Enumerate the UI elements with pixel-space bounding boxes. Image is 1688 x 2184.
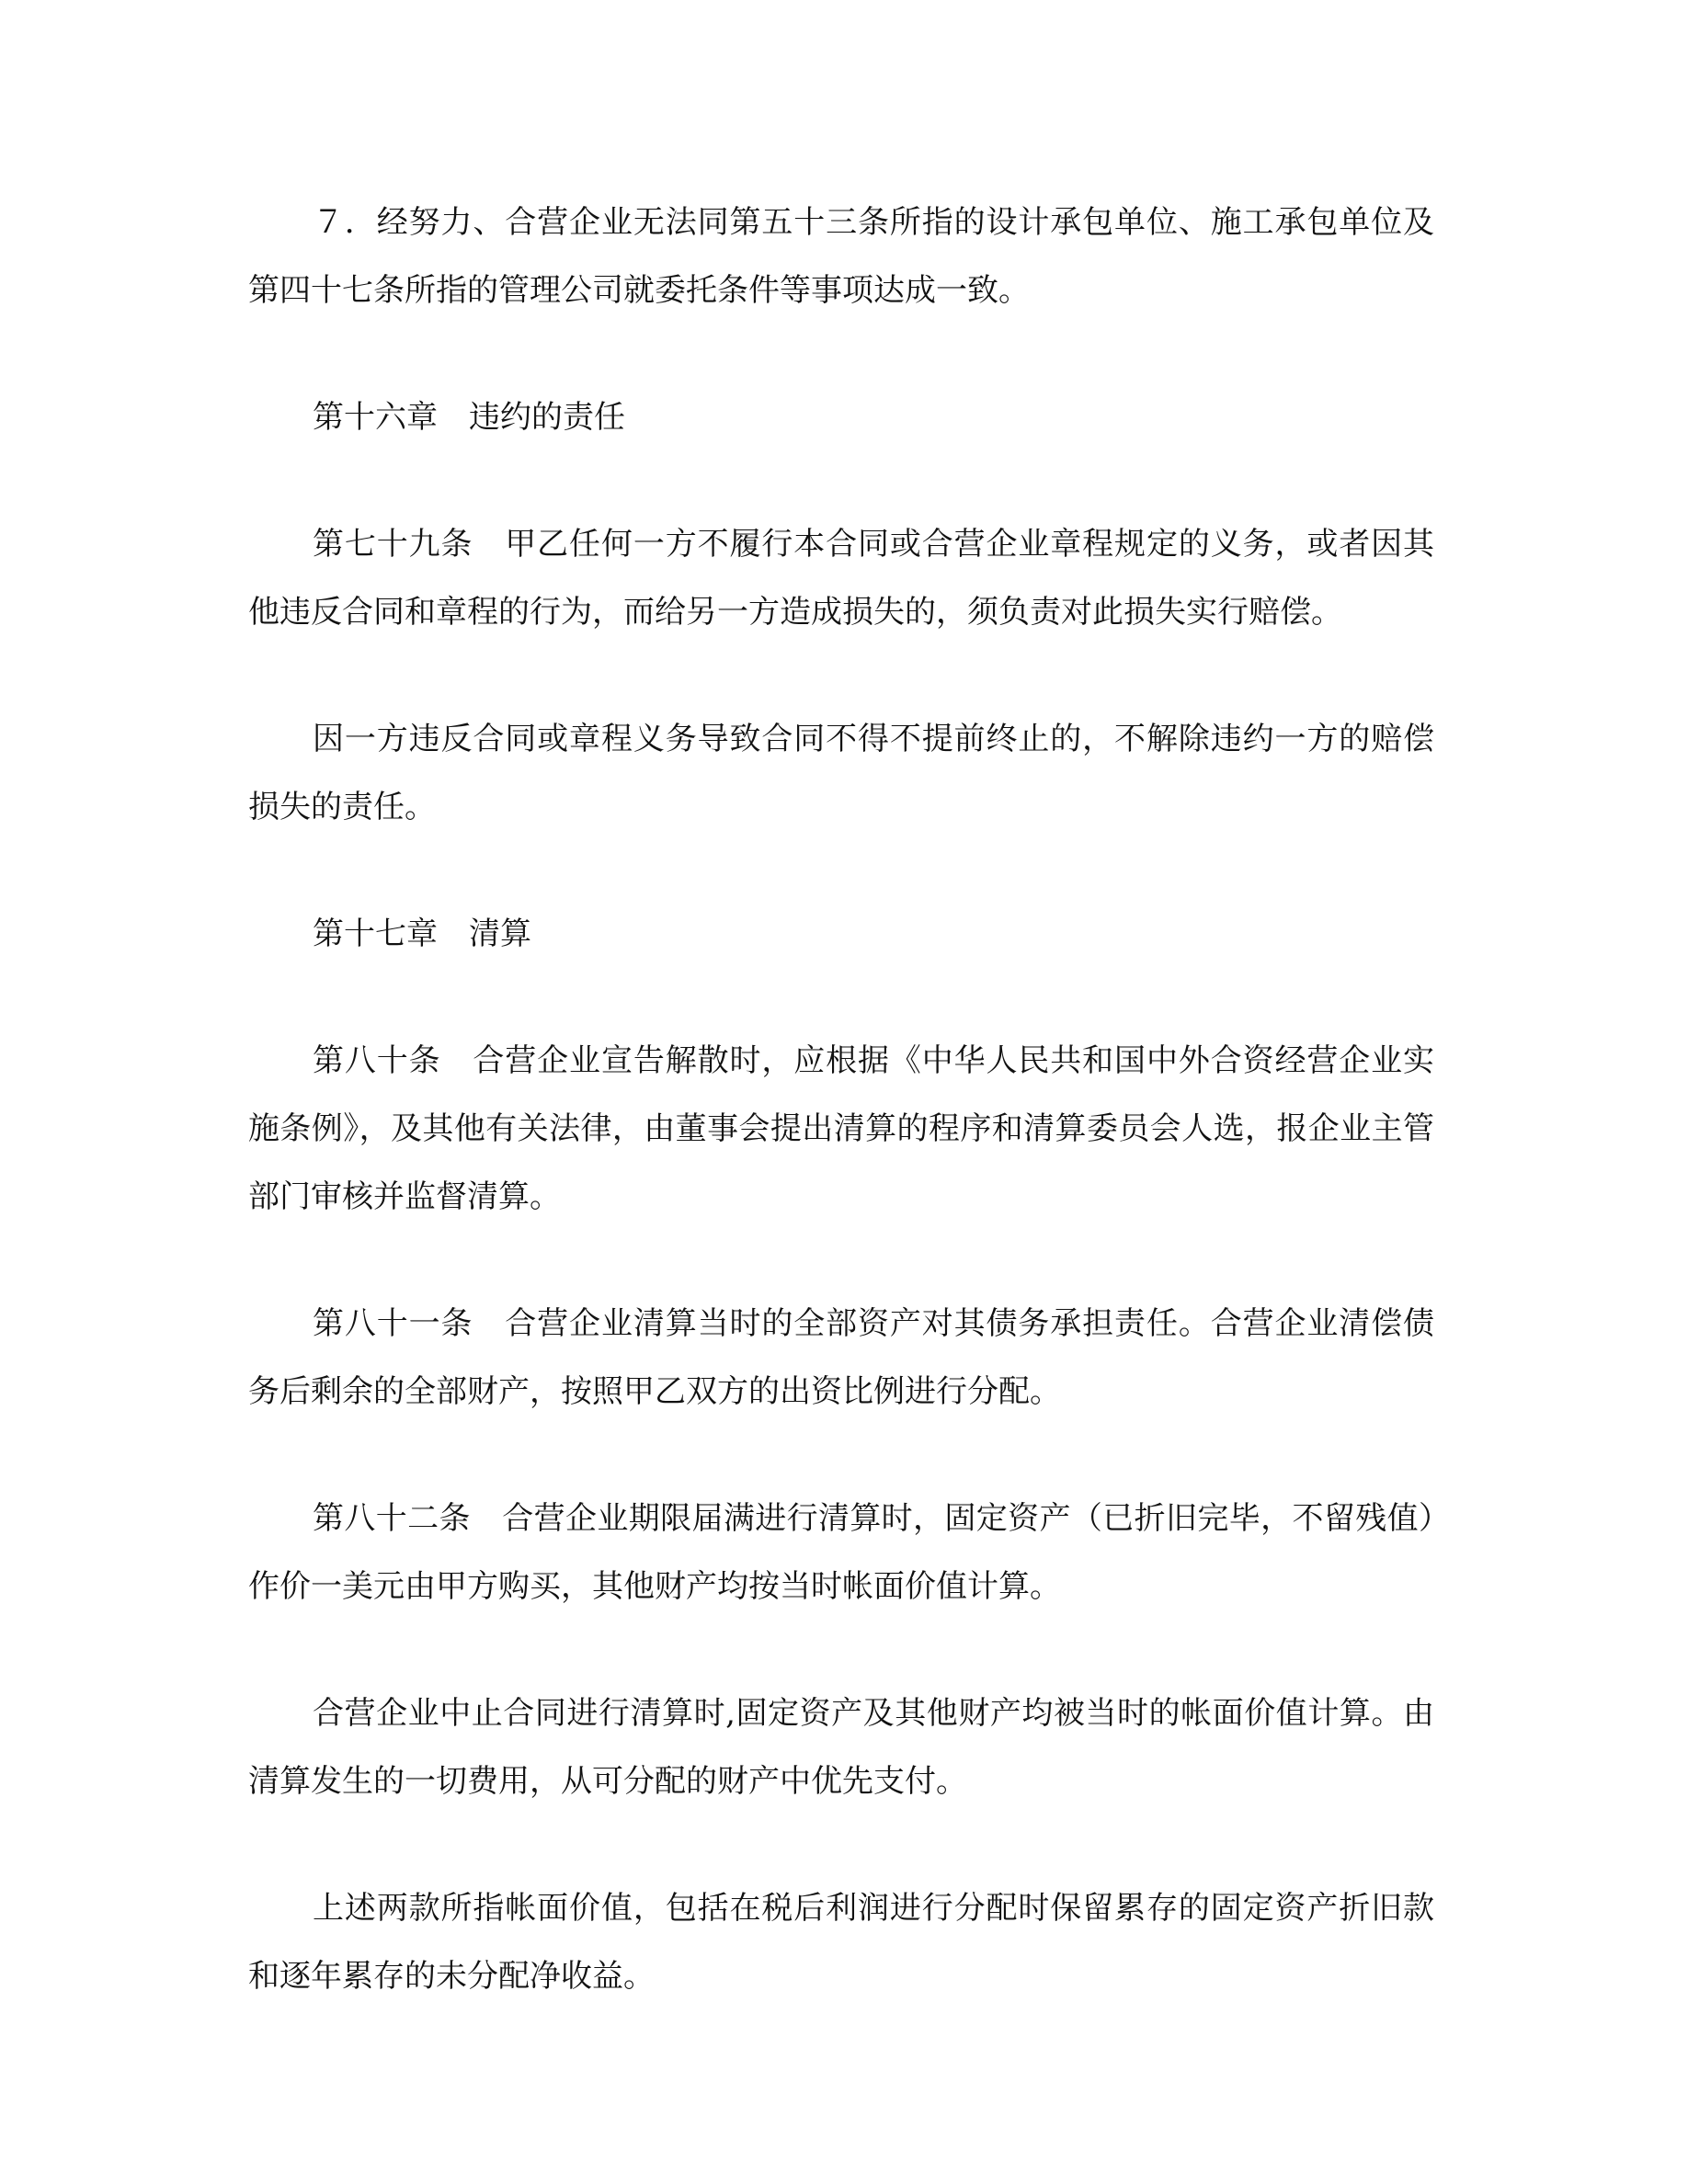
paragraph-article-82: 第八十二条 合营企业期限届满进行清算时，固定资产（已折旧完毕，不留残值）作价一美元由甲方购买，其他财产均按当时帐面价值计算。	[248, 1500, 1434, 1605]
document-body	[248, 188, 1434, 2010]
chapter-heading-16: 第十六章 违约的责任	[313, 399, 625, 436]
paragraph-article-82-third: 上述两款所指帐面价值，包括在税后利润进行分配时保留累存的固定资产折旧款和逐年累存的未分配净收益。	[248, 1890, 1434, 1995]
paragraph-item-7: ７．经努力、合营企业无法同第五十三条所指的设计承包单位、施工承包单位及第四十七条所指的管理公司就委托条件等事项达成一致。	[248, 204, 1434, 309]
chapter-heading-17: 第十七章 清算	[313, 916, 531, 952]
paragraph-article-80: 第八十条 合营企业宣告解散时，应根据《中华人民共和国中外合资经营企业实施条例》，及其他有关法律，由董事会提出清算的程序和清算委员会人选，报企业主管部门审核并监督清算。	[248, 1042, 1434, 1215]
paragraph-article-81: 第八十一条 合营企业清算当时的全部资产对其债务承担责任。合营企业清偿债务后剩余的全部财产，按照甲乙双方的出资比例进行分配。	[248, 1305, 1434, 1410]
paragraph-article-79: 第七十九条 甲乙任何一方不履行本合同或合营企业章程规定的义务，或者因其他违反合同和章程的行为，而给另一方造成损失的，须负责对此损失实行赔偿。	[248, 526, 1434, 631]
paragraph-article-79-continued: 因一方违反合同或章程义务导致合同不得不提前终止的，不解除违约一方的赔偿损失的责任。	[248, 721, 1434, 825]
paragraph-article-82-second: 合营企业中止合同进行清算时,固定资产及其他财产均被当时的帐面价值计算。由清算发生的一切费用，从可分配的财产中优先支付。	[248, 1695, 1434, 1800]
